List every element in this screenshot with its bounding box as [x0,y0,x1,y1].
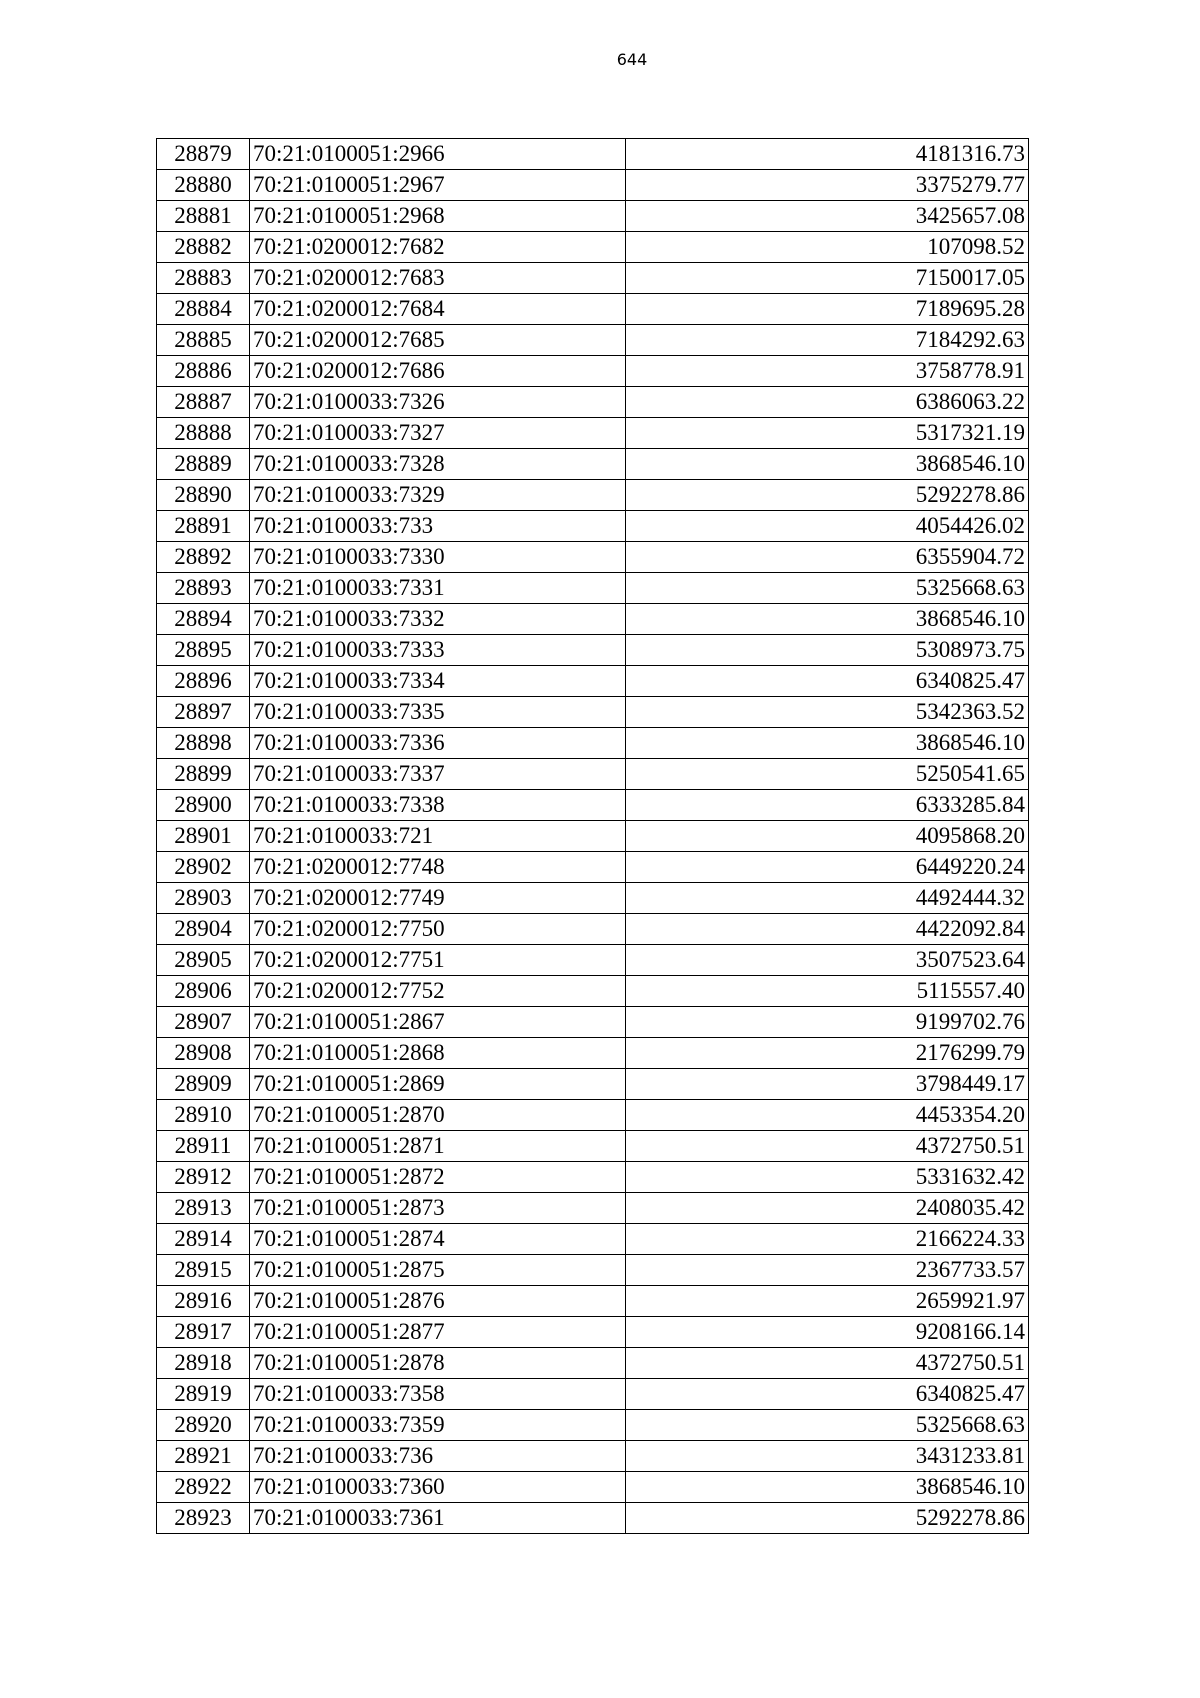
page-number: 644 [616,50,648,69]
cadastral-number-cell: 70:21:0100033:7333 [250,635,626,666]
table-row [157,790,1029,821]
row-number-cell: 28882 [157,232,250,263]
row-number-cell: 28910 [157,1100,250,1131]
table-row [157,1503,1029,1534]
cadastral-value-cell: 7189695.28 [626,294,1029,325]
cadastral-number-cell: 70:21:0200012:7686 [250,356,626,387]
row-number-cell: 28899 [157,759,250,790]
cadastral-value-cell: 5317321.19 [626,418,1029,449]
cadastral-value-cell: 6355904.72 [626,542,1029,573]
row-number-cell: 28916 [157,1286,250,1317]
row-number-cell: 28895 [157,635,250,666]
table-row [157,1348,1029,1379]
table-row [157,1317,1029,1348]
row-number-cell: 28901 [157,821,250,852]
cadastral-value-cell: 3375279.77 [626,170,1029,201]
cadastral-value-cell: 4492444.32 [626,883,1029,914]
cadastral-number-cell: 70:21:0200012:7748 [250,852,626,883]
row-number-cell: 28906 [157,976,250,1007]
cadastral-number-cell: 70:21:0100051:2868 [250,1038,626,1069]
table-row [157,883,1029,914]
cadastral-number-cell: 70:21:0200012:7749 [250,883,626,914]
cadastral-value-cell: 4422092.84 [626,914,1029,945]
cadastral-number-cell: 70:21:0100033:7330 [250,542,626,573]
cadastral-value-cell: 6386063.22 [626,387,1029,418]
table-row [157,511,1029,542]
table-row [157,325,1029,356]
row-number-cell: 28922 [157,1472,250,1503]
cadastral-number-cell: 70:21:0200012:7682 [250,232,626,263]
cadastral-value-cell: 6449220.24 [626,852,1029,883]
cadastral-value-cell: 9199702.76 [626,1007,1029,1038]
cadastral-value-cell: 4372750.51 [626,1131,1029,1162]
cadastral-number-cell: 70:21:0200012:7752 [250,976,626,1007]
cadastral-value-cell: 4181316.73 [626,139,1029,170]
table-row [157,1162,1029,1193]
cadastral-number-cell: 70:21:0100051:2876 [250,1286,626,1317]
cadastral-value-cell: 2166224.33 [626,1224,1029,1255]
cadastral-value-cell: 3798449.17 [626,1069,1029,1100]
cadastral-number-cell: 70:21:0100033:7361 [250,1503,626,1534]
cadastral-value-cell: 5308973.75 [626,635,1029,666]
row-number-cell: 28898 [157,728,250,759]
row-number-cell: 28879 [157,139,250,170]
row-number-cell: 28884 [157,294,250,325]
table-row [157,356,1029,387]
row-number-cell: 28896 [157,666,250,697]
cadastral-number-cell: 70:21:0100033:733 [250,511,626,542]
table-row [157,914,1029,945]
cadastral-value-cell: 5250541.65 [626,759,1029,790]
table-row [157,418,1029,449]
cadastral-number-cell: 70:21:0100051:2869 [250,1069,626,1100]
cadastral-value-cell: 5325668.63 [626,1410,1029,1441]
cadastral-number-cell: 70:21:0100051:2870 [250,1100,626,1131]
table-row [157,387,1029,418]
table-row [157,480,1029,511]
row-number-cell: 28887 [157,387,250,418]
cadastral-value-cell: 7184292.63 [626,325,1029,356]
cadastral-number-cell: 70:21:0100051:2966 [250,139,626,170]
cadastral-value-cell: 3758778.91 [626,356,1029,387]
table-row [157,1472,1029,1503]
table-row [157,976,1029,1007]
table-row [157,945,1029,976]
table-row [157,294,1029,325]
row-number-cell: 28904 [157,914,250,945]
table-row [157,1007,1029,1038]
cadastral-value-cell: 3431233.81 [626,1441,1029,1472]
row-number-cell: 28890 [157,480,250,511]
row-number-cell: 28888 [157,418,250,449]
table-row [157,170,1029,201]
cadastral-number-cell: 70:21:0100033:721 [250,821,626,852]
cadastral-value-cell: 9208166.14 [626,1317,1029,1348]
row-number-cell: 28903 [157,883,250,914]
row-number-cell: 28885 [157,325,250,356]
row-number-cell: 28908 [157,1038,250,1069]
table-row [157,1441,1029,1472]
table-row [157,139,1029,170]
table-row [157,1069,1029,1100]
cadastral-number-cell: 70:21:0100033:7331 [250,573,626,604]
row-number-cell: 28900 [157,790,250,821]
cadastral-number-cell: 70:21:0100051:2875 [250,1255,626,1286]
cadastral-value-cell: 5292278.86 [626,480,1029,511]
cadastral-number-cell: 70:21:0200012:7751 [250,945,626,976]
row-number-cell: 28905 [157,945,250,976]
table-row [157,1255,1029,1286]
cadastral-number-cell: 70:21:0200012:7684 [250,294,626,325]
table-row [157,232,1029,263]
cadastral-number-cell: 70:21:0100033:736 [250,1441,626,1472]
row-number-cell: 28892 [157,542,250,573]
table-row [157,263,1029,294]
cadastral-value-cell: 6340825.47 [626,1379,1029,1410]
cadastral-value-cell: 3868546.10 [626,604,1029,635]
row-number-cell: 28917 [157,1317,250,1348]
cadastral-number-cell: 70:21:0100033:7326 [250,387,626,418]
cadastral-value-cell: 6333285.84 [626,790,1029,821]
row-number-cell: 28883 [157,263,250,294]
cadastral-number-cell: 70:21:0100033:7336 [250,728,626,759]
cadastral-value-cell: 5342363.52 [626,697,1029,728]
table-row [157,449,1029,480]
cadastral-number-cell: 70:21:0100033:7338 [250,790,626,821]
cadastral-number-cell: 70:21:0100033:7335 [250,697,626,728]
row-number-cell: 28919 [157,1379,250,1410]
table-row [157,201,1029,232]
cadastral-value-cell: 6340825.47 [626,666,1029,697]
cadastral-value-cell: 5331632.42 [626,1162,1029,1193]
table-row [157,1410,1029,1441]
cadastral-value-table [156,138,1029,1534]
row-number-cell: 28881 [157,201,250,232]
cadastral-value-cell: 5292278.86 [626,1503,1029,1534]
row-number-cell: 28897 [157,697,250,728]
row-number-cell: 28891 [157,511,250,542]
row-number-cell: 28915 [157,1255,250,1286]
cadastral-value-cell: 3507523.64 [626,945,1029,976]
cadastral-number-cell: 70:21:0100033:7358 [250,1379,626,1410]
cadastral-number-cell: 70:21:0100051:2874 [250,1224,626,1255]
row-number-cell: 28886 [157,356,250,387]
cadastral-value-cell: 107098.52 [626,232,1029,263]
table-row [157,1286,1029,1317]
cadastral-number-cell: 70:21:0100033:7337 [250,759,626,790]
row-number-cell: 28918 [157,1348,250,1379]
table-row [157,573,1029,604]
cadastral-value-cell: 4095868.20 [626,821,1029,852]
cadastral-number-cell: 70:21:0100033:7332 [250,604,626,635]
row-number-cell: 28911 [157,1131,250,1162]
cadastral-number-cell: 70:21:0100033:7334 [250,666,626,697]
table-row [157,759,1029,790]
cadastral-value-cell: 2367733.57 [626,1255,1029,1286]
cadastral-number-cell: 70:21:0100033:7327 [250,418,626,449]
row-number-cell: 28907 [157,1007,250,1038]
table-row [157,697,1029,728]
table-row [157,1131,1029,1162]
row-number-cell: 28923 [157,1503,250,1534]
table-row [157,1224,1029,1255]
cadastral-number-cell: 70:21:0100033:7360 [250,1472,626,1503]
table-body [157,139,1029,1534]
cadastral-value-cell: 3868546.10 [626,1472,1029,1503]
cadastral-value-cell: 3868546.10 [626,449,1029,480]
table-row [157,1379,1029,1410]
table-row [157,728,1029,759]
table-row [157,604,1029,635]
cadastral-number-cell: 70:21:0100051:2877 [250,1317,626,1348]
cadastral-value-cell: 4453354.20 [626,1100,1029,1131]
row-number-cell: 28894 [157,604,250,635]
cadastral-value-cell: 4054426.02 [626,511,1029,542]
row-number-cell: 28880 [157,170,250,201]
cadastral-number-cell: 70:21:0100033:7359 [250,1410,626,1441]
cadastral-number-cell: 70:21:0200012:7685 [250,325,626,356]
cadastral-number-cell: 70:21:0100033:7329 [250,480,626,511]
row-number-cell: 28920 [157,1410,250,1441]
cadastral-number-cell: 70:21:0100051:2872 [250,1162,626,1193]
table-row [157,542,1029,573]
table-row [157,666,1029,697]
cadastral-value-cell: 2408035.42 [626,1193,1029,1224]
row-number-cell: 28889 [157,449,250,480]
table-row [157,821,1029,852]
row-number-cell: 28914 [157,1224,250,1255]
cadastral-number-cell: 70:21:0100051:2967 [250,170,626,201]
row-number-cell: 28912 [157,1162,250,1193]
cadastral-value-cell: 5325668.63 [626,573,1029,604]
table-row [157,635,1029,666]
row-number-cell: 28902 [157,852,250,883]
cadastral-number-cell: 70:21:0100051:2867 [250,1007,626,1038]
row-number-cell: 28921 [157,1441,250,1472]
cadastral-value-cell: 3425657.08 [626,201,1029,232]
cadastral-number-cell: 70:21:0100051:2968 [250,201,626,232]
cadastral-value-cell: 7150017.05 [626,263,1029,294]
cadastral-value-cell: 5115557.40 [626,976,1029,1007]
cadastral-value-cell: 2659921.97 [626,1286,1029,1317]
row-number-cell: 28913 [157,1193,250,1224]
cadastral-number-cell: 70:21:0100051:2873 [250,1193,626,1224]
cadastral-value-cell: 4372750.51 [626,1348,1029,1379]
row-number-cell: 28909 [157,1069,250,1100]
cadastral-number-cell: 70:21:0100051:2878 [250,1348,626,1379]
table-row [157,1100,1029,1131]
cadastral-value-cell: 3868546.10 [626,728,1029,759]
cadastral-number-cell: 70:21:0200012:7750 [250,914,626,945]
cadastral-number-cell: 70:21:0100033:7328 [250,449,626,480]
table-row [157,1038,1029,1069]
table-row [157,852,1029,883]
cadastral-number-cell: 70:21:0200012:7683 [250,263,626,294]
cadastral-value-cell: 2176299.79 [626,1038,1029,1069]
row-number-cell: 28893 [157,573,250,604]
cadastral-number-cell: 70:21:0100051:2871 [250,1131,626,1162]
table-row [157,1193,1029,1224]
